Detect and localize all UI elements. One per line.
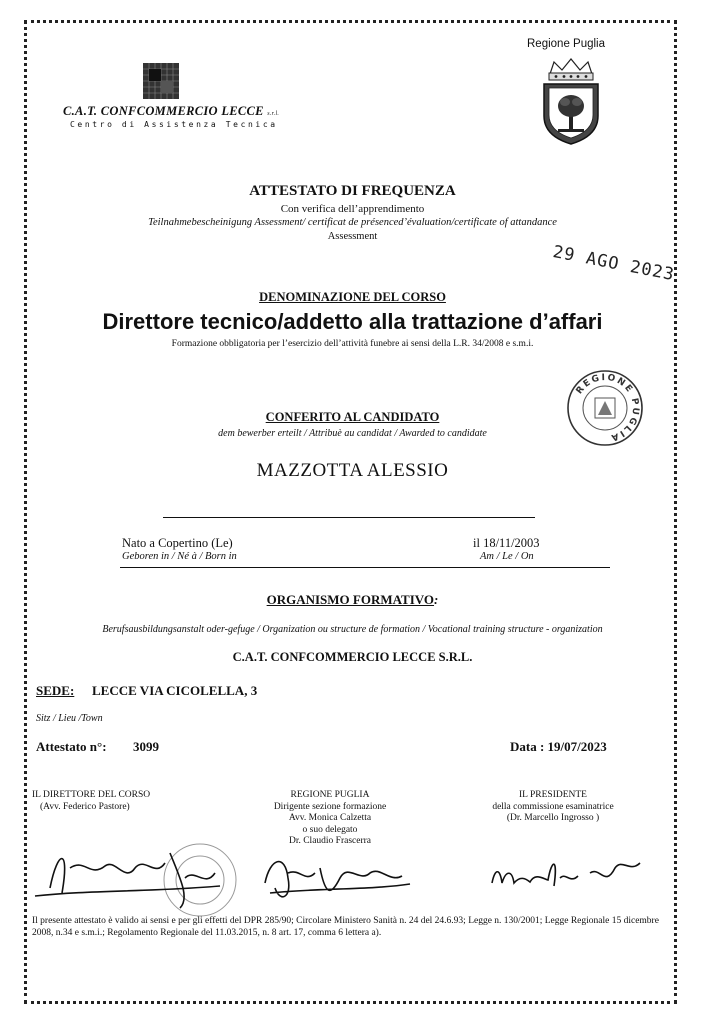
org-logo-suffix: s.r.l. xyxy=(267,111,280,117)
attestato-number: 3099 xyxy=(133,739,159,754)
birth-date-translations: Am / Le / On xyxy=(480,551,534,562)
course-name: Direttore tecnico/addetto alla trattazione d’affari xyxy=(102,309,603,334)
organization-label-colon: : xyxy=(434,592,439,607)
candidate-name-rule xyxy=(163,517,535,518)
signatory-line: IL DIRETTORE DEL CORSO xyxy=(32,790,151,800)
certificate-title: ATTESTATO DI FREQUENZA xyxy=(249,183,456,199)
org-logo-subtitle: Centro di Assistenza Tecnica xyxy=(70,120,278,129)
region-label: Regione Puglia xyxy=(527,38,606,50)
certificate-translations: Teilnahmebescheinigung Assessment/ certificat de présenced’évaluation/certificate of attandance xyxy=(148,217,557,228)
signatory-line: Dr. Claudio Frascerra xyxy=(288,836,372,846)
signature-director xyxy=(35,853,220,908)
organization-name: C.A.T. CONFCOMMERCIO LECCE S.R.L. xyxy=(232,650,473,664)
sede-value: LECCE VIA CICOLELLA, 3 xyxy=(92,683,258,698)
signatory-line: REGIONE PUGLIA xyxy=(290,790,370,800)
organization-label xyxy=(0,592,705,608)
sede-label: SEDE: xyxy=(36,683,75,698)
birthplace: Nato a Copertino (Le) xyxy=(122,536,233,550)
handwritten-signatures xyxy=(30,838,680,918)
signatory-line: o suo delegato xyxy=(302,824,358,835)
course-label: DENOMINAZIONE DEL CORSO xyxy=(259,290,446,304)
certificate-subtitle: Con verifica dell’apprendimento xyxy=(280,203,425,215)
course-note: Formazione obbligatoria per l’esercizio dell’attività funebre ai sensi della L.R. 34/2008 e s.m.i. xyxy=(171,339,534,349)
regione-puglia-crest-icon xyxy=(540,56,602,146)
certificate-date: Data : 19/07/2023 xyxy=(510,739,607,754)
candidate-name: MAZZOTTA ALESSIO xyxy=(256,460,449,481)
signature-president xyxy=(492,863,640,886)
birthplace-translations: Geboren in / Né à / Born in xyxy=(122,551,237,562)
received-date-stamp: 29 AGO 2023 xyxy=(551,242,677,286)
signature-region xyxy=(265,862,410,897)
candidate-label-translations: dem bewerber erteilt / Attribuè au candidat / Awarded to candidate xyxy=(218,428,487,439)
signatory-line: Avv. Monica Calzetta xyxy=(288,813,372,823)
birth-rule xyxy=(120,567,610,568)
cat-seal-stamp xyxy=(164,844,236,916)
signatory-line: (Dr. Marcello Ingrosso ) xyxy=(506,813,600,823)
attestato-number-label: Attestato n°: xyxy=(36,739,107,754)
signatory-director xyxy=(32,790,177,813)
signatory-line: (Avv. Federico Pastore) xyxy=(40,801,130,812)
org-logo-name xyxy=(63,104,279,119)
signatory-line: IL PRESIDENTE xyxy=(519,790,587,800)
organization-label-text: ORGANISMO FORMATIVO xyxy=(266,592,435,607)
legal-footer: Il presente attestato è valido ai sensi e per gli effetti del DPR 285/90; Circolare Ministero Sanità n. 24 del 24.6.93; Legge n. 130/2001; Legge Regionale 15 dicembre 2008, n.34 e s.m.i.; Regolamento Regionale del 11.03.2015, n. 8 art. 17, comma 6 lettera a). xyxy=(32,916,659,938)
cat-logo-icon xyxy=(143,63,179,99)
organization-translations: Berufsausbildungsanstalt oder-gefuge / Organization ou structure de formation / Vocational training structure - organization xyxy=(102,624,603,635)
birth-date: il 18/11/2003 xyxy=(473,536,540,550)
org-logo-name-text: C.A.T. CONFCOMMERCIO LECCE xyxy=(63,104,264,118)
candidate-label: CONFERITO AL CANDIDATO xyxy=(265,410,440,424)
sede-translations: Sitz / Lieu /Town xyxy=(36,713,103,724)
round-stamp-text: REGIONE PUGLIA xyxy=(574,372,641,443)
certificate-translations-tail: Assessment xyxy=(327,231,378,242)
signatory-line: Dirigente sezione formazione xyxy=(273,801,387,812)
signatory-president xyxy=(478,790,628,825)
signatory-line: della commissione esaminatrice xyxy=(492,801,614,812)
